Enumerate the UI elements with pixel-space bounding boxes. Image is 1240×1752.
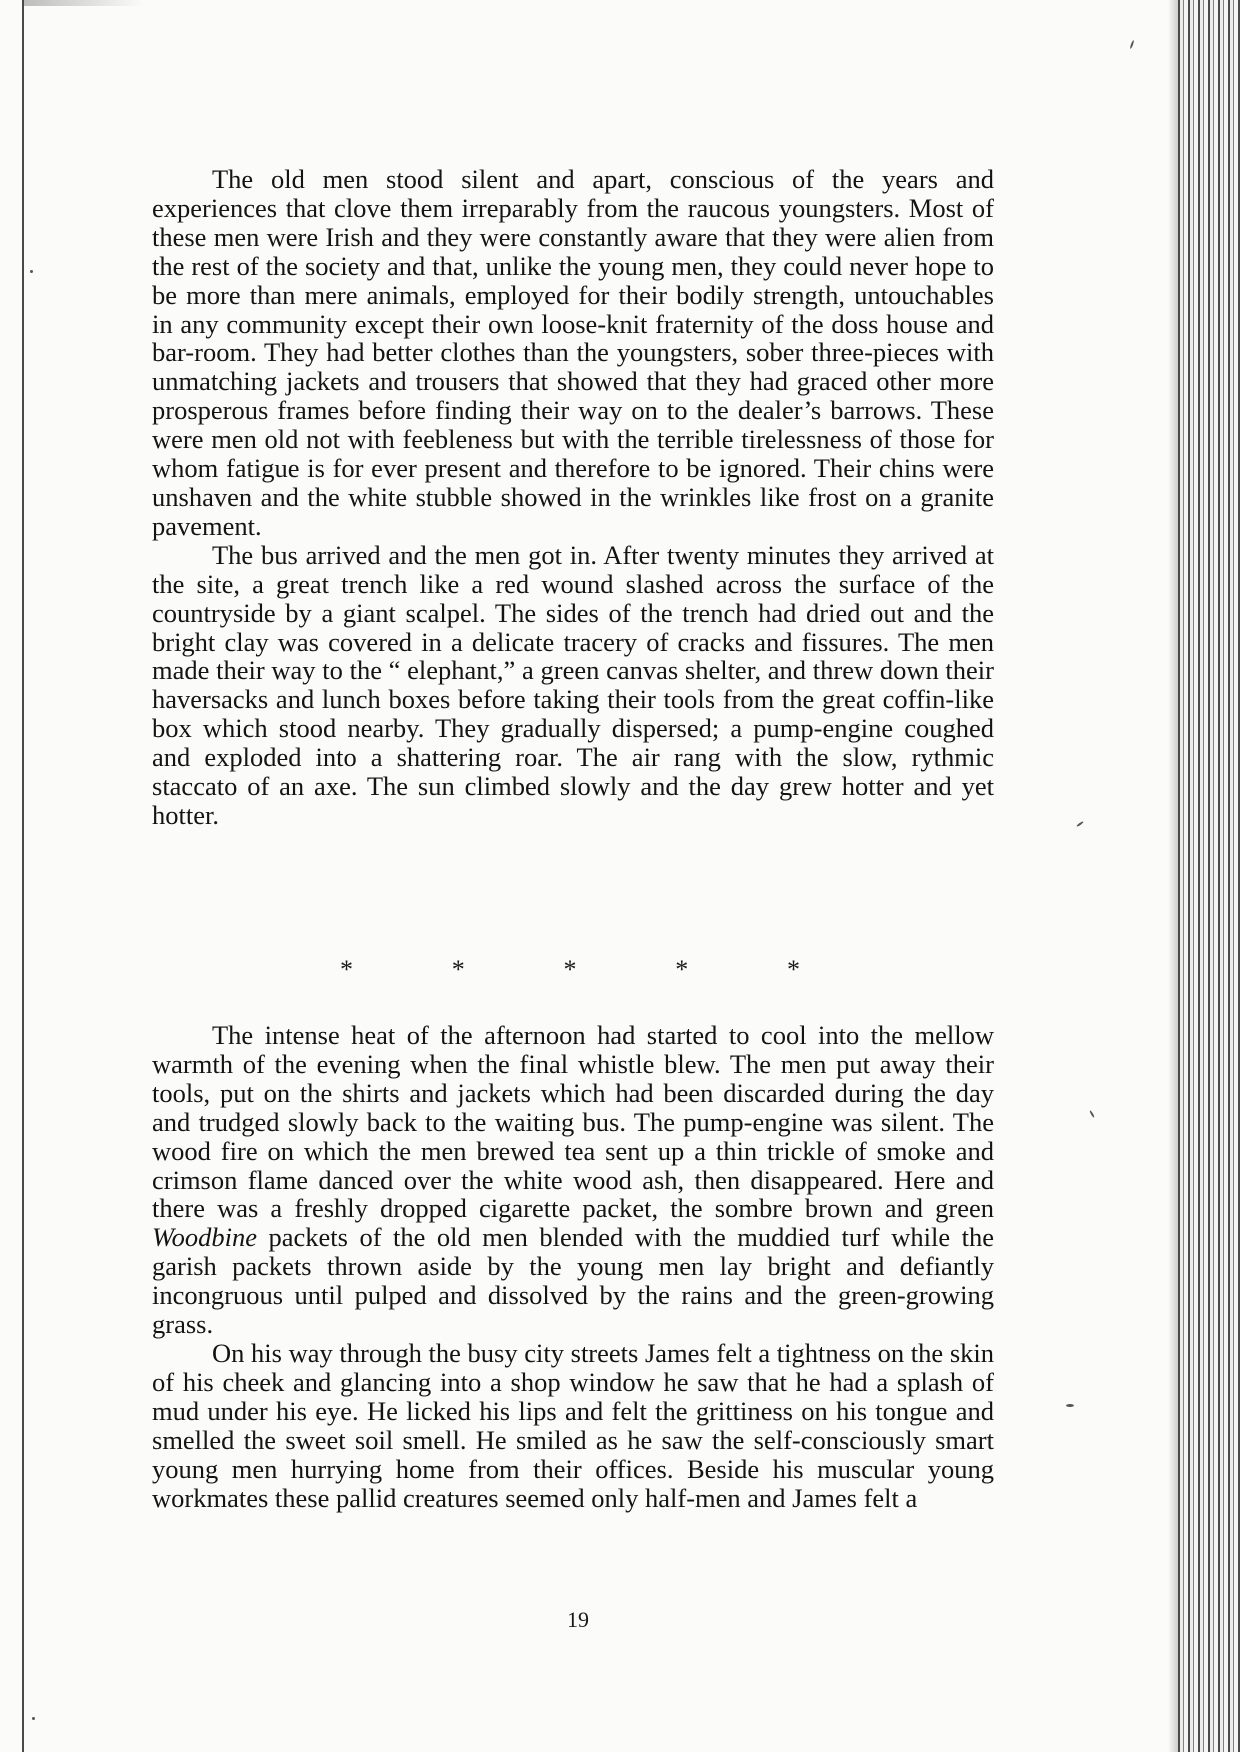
text-block-upper	[152, 165, 994, 830]
page-number: 19	[567, 1607, 589, 1632]
woodbine-italic: Woodbine	[152, 1222, 258, 1253]
separator-asterisk: *	[787, 955, 800, 984]
scan-speck	[30, 270, 33, 273]
separator-asterisk: *	[451, 955, 465, 984]
scan-speck	[1130, 40, 1135, 49]
scan-speck	[32, 1717, 35, 1720]
separator-asterisk: *	[563, 955, 577, 984]
text-block-lower	[152, 1021, 994, 1512]
page-left-edge	[22, 0, 24, 1752]
scan-speck	[1076, 821, 1084, 827]
binding-shadow	[1168, 0, 1178, 1752]
paragraph-james-city: On his way through the busy city streets James felt a tightness on the skin of his cheek and glancing into a shop window he saw that he had a splash of mud under his eye. He licked his lips and felt the grittiness on his tongue and smelled the sweet soil smell. He smiled as he saw the self-consciously smart young men hurrying home from their offices. Beside his muscular young workmates these pallid creatures seemed only half-men and James felt a	[152, 1337, 994, 1513]
scan-speck	[1089, 1110, 1095, 1118]
scan-speck	[1066, 1404, 1074, 1407]
paragraph-evening-text-2: packets of the old men blended with the muddied turf while the garish packets thrown aside by the young men lay bright and defiantly incongruous until pulped and dissolved by the rains and the green-growing grass.	[152, 1222, 994, 1340]
separator-asterisk: *	[675, 955, 689, 984]
paragraph-evening	[152, 1021, 994, 1339]
paragraph-old-men: The old men stood silent and apart, conscious of the years and experiences that clove them irreparably from the raucous youngsters. Most of these men were Irish and they were constantly aware that they were alien from the rest of the society and that, unlike the young men, they could never hope to be more than mere animals, employed for their bodily strength, untouchables in any community except their own loose-knit fraternity of the doss house and bar-room. They had better clothes than the youngsters, sober three-pieces with unmatching jackets and trousers that showed that they had graced other more prosperous frames before finding their way on to the dealer’s barrows. These were men old not with feebleness but with the terrible tirelessness of those for whom fatigue is for ever present and therefore to be ignored. Their chins were unshaven and the white stubble showed in the wrinkles like frost on a granite pavement.	[152, 164, 994, 541]
separator-asterisk: *	[340, 955, 353, 984]
scan-smudge	[24, 0, 144, 6]
book-binding-edge	[1178, 0, 1240, 1752]
section-separator	[340, 955, 800, 985]
paragraph-bus-arrived: The bus arrived and the men got in. After twenty minutes they arrived at the site, a great trench like a red wound slashed across the surface of the countryside by a giant scalpel. The sides of the trench had dried out and the bright clay was covered in a delicate tracery of cracks and fissures. The men made their way to the “ elephant,” a green canvas shelter, and threw down their haversacks and lunch boxes before taking their tools from the great coffin-like box which stood nearby. They gradually dispersed; a pump-engine coughed and exploded into a shattering roar. The air rang with the slow, rythmic staccato of an axe. The sun climbed slowly and the day grew hotter and yet hotter.	[152, 539, 994, 830]
paragraph-evening-text-1: The intense heat of the afternoon had started to cool into the mellow warmth of the evening when the final whistle blew. The men put away their tools, put on the shirts and jackets which had been discarded during the day and trudged slowly back to the waiting bus. The pump-engine was silent. The wood fire on which the men brewed tea sent up a thin trickle of smoke and crimson flame danced over the white wood ash, then disappeared. Here and there was a freshly dropped cigarette packet, the sombre brown and green	[152, 1020, 994, 1224]
